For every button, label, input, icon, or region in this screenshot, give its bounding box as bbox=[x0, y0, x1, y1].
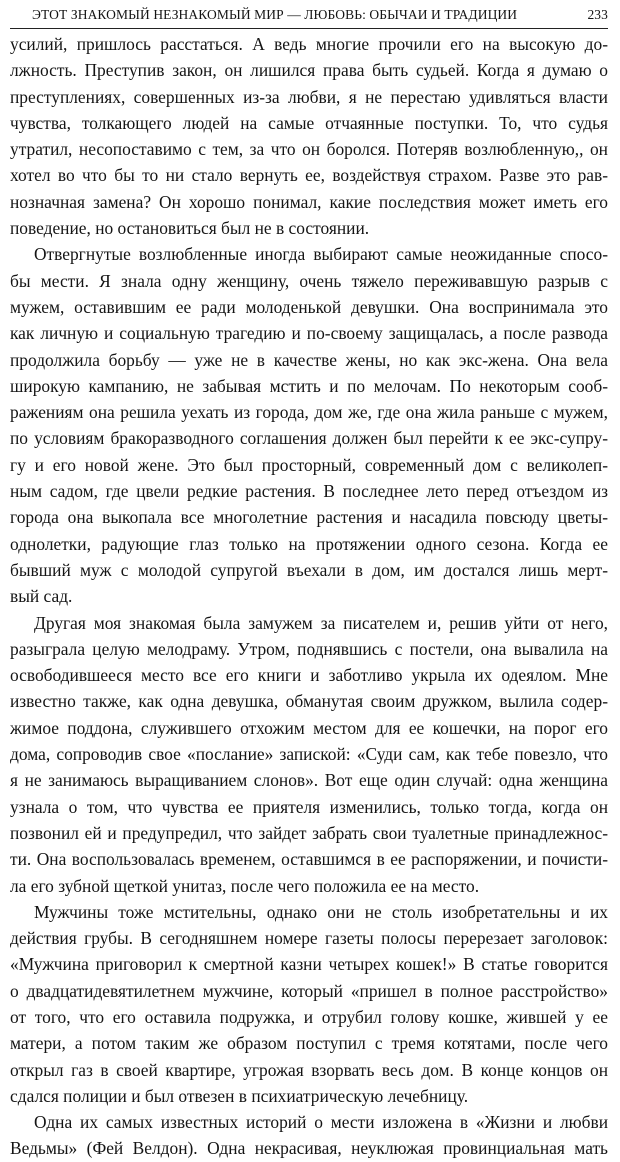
text-line: усилий, пришлось расстаться. А ведь многие прочили его на высокую до- bbox=[10, 34, 608, 54]
text-line: нозначная замена? Он хорошо понимал, какие последствия может иметь его bbox=[10, 191, 608, 212]
text-line: Отвергнутые возлюбленные иногда выбирают самые неожиданные спосо- bbox=[34, 244, 608, 265]
text-line: разыграла целую мелодраму. Утром, поднявшись с постели, она вывалила на bbox=[10, 638, 608, 659]
text-line: вый сад. bbox=[10, 586, 73, 607]
text-line: широкую кампанию, не забывая мстить и по мелочам. По некоторым сооб- bbox=[10, 375, 608, 396]
text-line: хотел во что бы то ни стало вернуть ее, воздействуя страхом. Разве это рав- bbox=[10, 165, 608, 186]
paragraph bbox=[10, 610, 608, 899]
text-line: Одна их самых известных историй о мести изложена в «Жизни и любви bbox=[34, 1112, 608, 1133]
text-line: чувства, толкающего людей на самые отчаянные поступки. То, что судья bbox=[10, 112, 608, 133]
text-line: узнала о том, что чувства ее приятеля изменились, только тогда, когда он bbox=[10, 796, 608, 817]
text-line: гу и его новой жене. Это был просторный, современный дом с великолеп- bbox=[10, 454, 608, 475]
text-line: бы мести. Я знала одну женщину, очень тяжело переживавшую разрыв с bbox=[10, 270, 608, 291]
text-line: ти. Она воспользовалась временем, оставшимся в ее распоряжении, и почисти- bbox=[10, 849, 608, 870]
text-line: города она выкопала все многолетние растения и насадила повсюду цветы- bbox=[10, 507, 608, 528]
paragraph bbox=[10, 899, 608, 1109]
text-line: освободившееся место все его книги и заботливо укрыла их одеялом. Мне bbox=[10, 665, 608, 686]
text-line: открыл газ в своей квартире, угрожая взорвать весь дом. В конце концов он bbox=[10, 1059, 608, 1080]
text-line: сдался полиции и был отвезен в психиатрическую лечебницу. bbox=[10, 1085, 469, 1106]
text-line: матери, а потом таким же образом поступил с тремя котятами, после чего bbox=[10, 1033, 608, 1054]
text-line: «Мужчина приговорил к смертной казни четырех кошек!» В статье говорится bbox=[10, 954, 608, 975]
text-line: Ведьмы» (Фей Велдон). Одна некрасивая, неуклюжая провинциальная мать bbox=[10, 1138, 608, 1159]
text-line: жимое поддона, служившего отхожим местом для ее кошечки, на порог его bbox=[10, 717, 608, 738]
text-line: ным садом, где цвели редкие растения. В последнее лето перед отъездом из bbox=[10, 481, 608, 502]
text-line: бывший муж с молодой супругой въехали в дом, им достался лишь мерт- bbox=[10, 559, 608, 580]
text-line: поведение, но остановиться был не в состоянии. bbox=[10, 218, 370, 239]
text-line: я не занимаюсь выращиванием слонов». Вот еще один случай: одна женщина bbox=[10, 770, 608, 791]
body-text bbox=[10, 31, 608, 1162]
text-line: о двадцатидевятилетнем мужчине, который «пришел в полное расстройство» bbox=[10, 980, 608, 1001]
running-header-title: ЭТОТ ЗНАКОМЫЙ НЕЗНАКОМЫЙ МИР — ЛЮБОВЬ: ОБЫЧАИ И ТРАДИЦИИ bbox=[32, 7, 518, 22]
running-header bbox=[10, 4, 608, 29]
text-line: утратил, несопоставимо с тем, за что он боролся. Потеряв возлюбленную,, он bbox=[10, 139, 608, 160]
text-line: мужем, оставившим ее ради молоденькой девушки. Она воспринимала это bbox=[10, 296, 608, 317]
text-line: ражениям она решила уехать из города, дом же, где она жила раньше с мужем, bbox=[10, 402, 608, 423]
text-line: известно также, как одна девушка, обманутая своим дружком, вылила содер- bbox=[10, 691, 608, 712]
paragraph bbox=[10, 1109, 608, 1162]
text-line: дома, сопроводив свое «послание» запиской: «Суди сам, как тебе повезло, что bbox=[10, 744, 608, 765]
text-line: лжность. Преступив закон, он лишился права быть судьей. Когда я думаю о bbox=[10, 60, 608, 81]
text-line: от того, что его оставила подружка, и отрубил голову кошке, жившей у ее bbox=[10, 1006, 608, 1027]
text-line: ла его зубной щеткой унитаз, после чего положила ее на место. bbox=[10, 875, 480, 896]
text-line: Другая моя знакомая была замужем за писателем и, решив уйти от него, bbox=[34, 612, 608, 633]
text-line: Мужчины тоже мстительны, однако они не столь изобретательны и их bbox=[34, 901, 608, 922]
paragraph bbox=[10, 241, 608, 609]
page-number: 233 bbox=[587, 7, 608, 22]
text-line: по условиям бракоразводного соглашения должен был перейти к ее экс-супру- bbox=[10, 428, 608, 449]
text-line: как личную и социальную трагедию и по-своему защищалась, а после развода bbox=[10, 323, 608, 344]
text-line: позвонил ей и предупредил, что зайдет забрать свои туалетные принадлежнос- bbox=[10, 822, 608, 843]
text-line: действия грубы. В сегодняшнем номере газеты полосы перерезает заголовок: bbox=[10, 928, 608, 949]
paragraph bbox=[10, 31, 608, 241]
text-line: продолжила борьбу — уже не в качестве жены, но как экс-жена. Она вела bbox=[10, 349, 608, 370]
text-line: преступлениях, совершенных из-за любви, я не перестаю удивляться власти bbox=[10, 86, 608, 107]
text-line: однолетки, радующие глаз только на протяжении одного сезона. Когда ее bbox=[10, 533, 608, 554]
